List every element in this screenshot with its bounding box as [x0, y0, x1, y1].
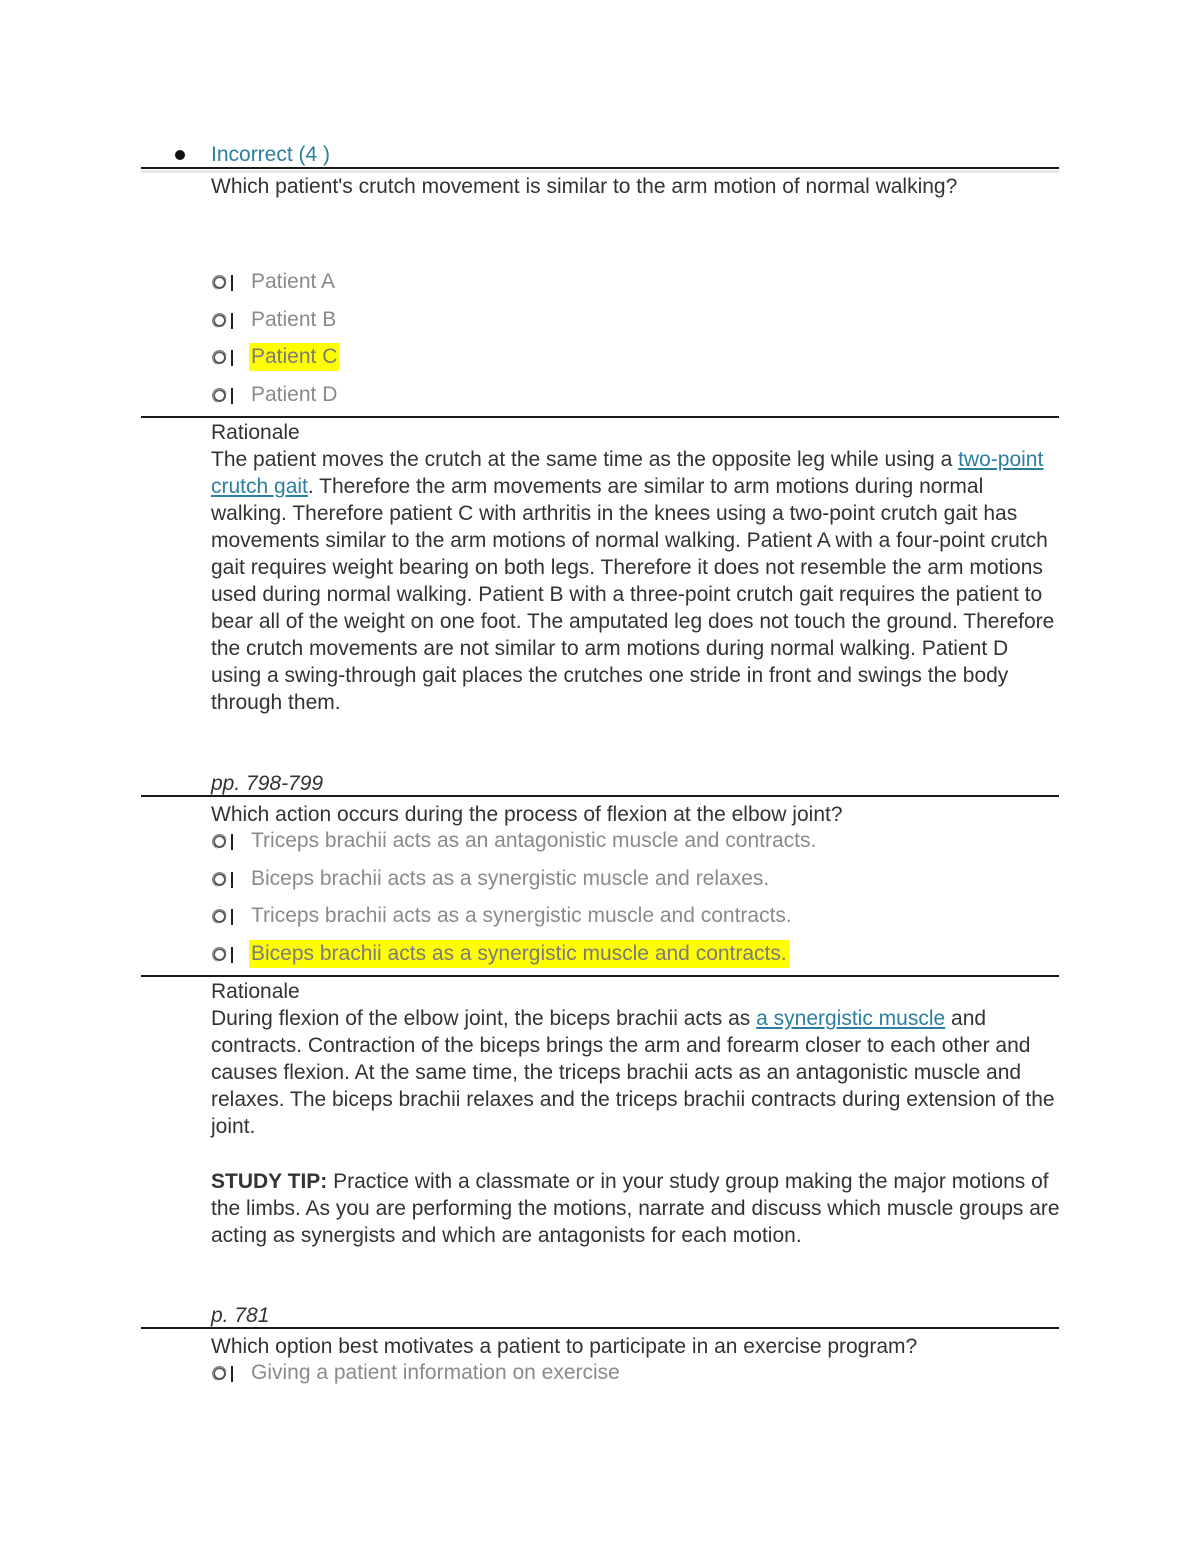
list-bullet [175, 150, 185, 160]
option-label: Giving a patient information on exercise [251, 1361, 620, 1384]
radio-icon[interactable] [213, 1367, 226, 1380]
q1-option-d[interactable] [213, 381, 339, 409]
radio-icon[interactable] [213, 910, 226, 923]
q1-option-a[interactable] [213, 268, 337, 296]
page-reference-2: p. 781 [211, 1304, 270, 1327]
q2-option-c[interactable] [213, 902, 794, 930]
option-label: Patient D [251, 383, 338, 406]
q2-option-a[interactable] [213, 827, 818, 855]
radio-icon[interactable] [213, 873, 226, 886]
question-3-text: Which option best motivates a patient to participate in an exercise program? [211, 1335, 918, 1358]
q2-option-b[interactable] [213, 865, 771, 893]
page-reference-1: pp. 798-799 [211, 772, 324, 795]
option-label-highlighted: Biceps brachii acts as a synergistic muscle and contracts. [249, 940, 789, 968]
q3-option-a[interactable] [213, 1359, 622, 1387]
rationale-2-body: During flexion of the elbow joint, the biceps brachii acts as a synergistic muscle and contracts. Contraction of the biceps brings the arm and forearm closer to each other and causes flexion. At the same time, the triceps brachii acts as an antagonistic muscle and relaxes. The biceps brachii relaxes and the triceps brachii contracts during extension of the joint. [211, 1007, 1055, 1138]
rationale-1-heading: Rationale [211, 421, 300, 444]
q1-option-c[interactable] [213, 343, 339, 371]
result-status: Incorrect (4 ) [211, 143, 331, 166]
option-label-highlighted: Patient C [249, 343, 339, 371]
option-label: Triceps brachii acts as an antagonistic muscle and contracts. [251, 829, 817, 852]
rationale-link-two-point-gait[interactable]: two-point crutch gait [211, 448, 1044, 498]
divider [141, 795, 1059, 797]
q2-option-d[interactable] [213, 940, 789, 968]
divider [141, 1327, 1059, 1329]
radio-icon[interactable] [213, 948, 226, 961]
rationale-link-synergistic-muscle[interactable]: a synergistic muscle [756, 1007, 946, 1030]
radio-icon[interactable] [213, 314, 226, 327]
option-label: Patient A [251, 270, 336, 293]
study-tip: STUDY TIP: Practice with a classmate or in your study group making the major motions of the limbs. As you are performing the motions, narrate and discuss which muscle groups are acting as synergists and which are antagonists for each motion. [211, 1170, 1060, 1247]
radio-icon[interactable] [213, 351, 226, 364]
rationale-1-body: The patient moves the crutch at the same time as the opposite leg while using a two-point crutch gait. Therefore the arm movements are similar to arm motions during normal walking. Therefore patient C with arthritis in the knees using a two-point crutch gait has movements similar to the arm motions of normal walking. Patient A with a four-point crutch gait requires weight bearing on both legs. Therefore it does not resemble the arm motions used during normal walking. Patient B with a three-point crutch gait requires the patient to bear all of the weight on one foot. The amputated leg does not touch the ground. Therefore the crutch movements are not similar to arm motions during normal walking. Patient D using a swing-through gait places the crutches one stride in front and swings the body through them. [211, 448, 1055, 714]
option-label: Biceps brachii acts as a synergistic muscle and relaxes. [251, 867, 770, 890]
q1-option-b[interactable] [213, 306, 338, 334]
option-label: Triceps brachii acts as a synergistic muscle and contracts. [251, 904, 792, 927]
rationale-2-heading: Rationale [211, 980, 300, 1003]
question-1-text: Which patient's crutch movement is similar to the arm motion of normal walking? [211, 175, 958, 198]
divider [141, 975, 1059, 977]
radio-icon[interactable] [213, 835, 226, 848]
radio-icon[interactable] [213, 276, 226, 289]
question-2-text: Which action occurs during the process of flexion at the elbow joint? [211, 803, 843, 826]
study-tip-label: STUDY TIP: [211, 1170, 328, 1193]
divider [141, 416, 1059, 418]
radio-icon[interactable] [213, 389, 226, 402]
option-label: Patient B [251, 308, 337, 331]
divider [141, 167, 1059, 169]
